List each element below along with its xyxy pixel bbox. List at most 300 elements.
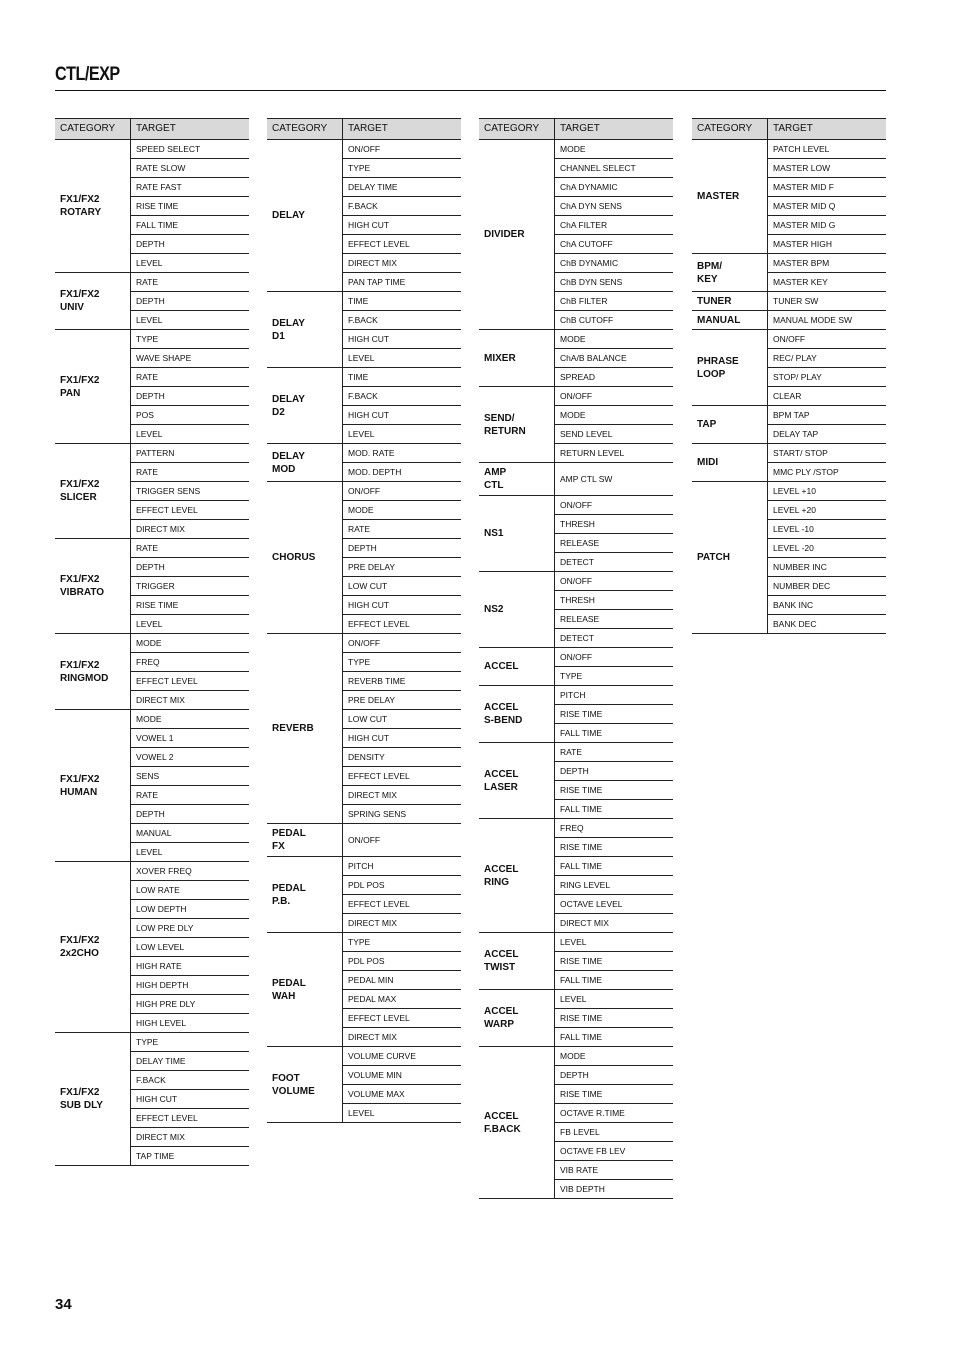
target-cell: DIRECT MIX bbox=[131, 1128, 249, 1147]
category-group bbox=[267, 140, 461, 292]
table-column-3 bbox=[479, 118, 673, 1199]
category-cell: ACCEL WARP bbox=[479, 990, 555, 1046]
target-list bbox=[768, 482, 886, 633]
category-cell: FX1/FX2 SUB DLY bbox=[55, 1033, 131, 1165]
target-cell: MASTER MID F bbox=[768, 178, 886, 197]
category-group bbox=[479, 387, 673, 463]
target-list bbox=[555, 990, 673, 1046]
target-cell: OCTAVE R.TIME bbox=[555, 1104, 673, 1123]
target-cell: RELEASE bbox=[555, 534, 673, 553]
target-cell: PITCH bbox=[343, 857, 461, 876]
target-cell: PATTERN bbox=[131, 444, 249, 463]
target-cell: TYPE bbox=[131, 330, 249, 349]
target-cell: DIRECT MIX bbox=[343, 254, 461, 273]
category-cell: FX1/FX2 HUMAN bbox=[55, 710, 131, 861]
category-cell: PEDAL FX bbox=[267, 824, 343, 856]
category-group bbox=[55, 330, 249, 444]
category-cell: ACCEL bbox=[479, 648, 555, 685]
category-cell: MIXER bbox=[479, 330, 555, 386]
category-group bbox=[479, 648, 673, 686]
target-cell: RING LEVEL bbox=[555, 876, 673, 895]
target-cell: LOW LEVEL bbox=[131, 938, 249, 957]
page-title: CTL/EXP bbox=[55, 64, 120, 85]
target-cell: LEVEL +10 bbox=[768, 482, 886, 501]
category-cell: ACCEL S-BEND bbox=[479, 686, 555, 742]
target-cell: VOLUME MAX bbox=[343, 1085, 461, 1104]
target-cell: EFFECT LEVEL bbox=[343, 1009, 461, 1028]
target-cell: RISE TIME bbox=[555, 781, 673, 800]
category-group bbox=[479, 1047, 673, 1199]
target-list bbox=[555, 648, 673, 685]
target-cell: TRIGGER SENS bbox=[131, 482, 249, 501]
target-cell: AMP CTL SW bbox=[560, 474, 613, 484]
category-cell: TUNER bbox=[692, 292, 768, 310]
target-list bbox=[131, 539, 249, 633]
target-cell: NUMBER INC bbox=[768, 558, 886, 577]
target-cell: EFFECT LEVEL bbox=[343, 235, 461, 254]
target-cell: BANK INC bbox=[768, 596, 886, 615]
target-list bbox=[555, 496, 673, 571]
target-cell: LOW PRE DLY bbox=[131, 919, 249, 938]
target-cell: LEVEL bbox=[348, 429, 375, 439]
target-cell: RATE SLOW bbox=[131, 159, 249, 178]
target-list bbox=[555, 387, 673, 462]
target-list bbox=[555, 1047, 673, 1198]
target-list bbox=[768, 311, 886, 329]
target-cell: HIGH CUT bbox=[343, 330, 461, 349]
category-group bbox=[267, 444, 461, 482]
header-target: TARGET bbox=[136, 123, 176, 134]
target-cell: ChA CUTOFF bbox=[555, 235, 673, 254]
target-cell: FALL TIME bbox=[560, 975, 603, 985]
target-cell: OCTAVE FB LEV bbox=[555, 1142, 673, 1161]
category-group bbox=[692, 292, 886, 311]
category-cell: PEDAL P.B. bbox=[267, 857, 343, 932]
target-cell: PAN TAP TIME bbox=[348, 277, 406, 287]
table-column-2 bbox=[267, 118, 461, 1123]
category-cell: FX1/FX2 UNIV bbox=[55, 273, 131, 329]
category-cell: FX1/FX2 2x2CHO bbox=[55, 862, 131, 1032]
target-cell: MMC PLY /STOP bbox=[773, 467, 839, 477]
target-cell: MODE bbox=[343, 501, 461, 520]
target-list bbox=[343, 368, 461, 443]
target-cell: DIRECT MIX bbox=[348, 918, 397, 928]
category-group bbox=[692, 444, 886, 482]
target-cell: LOW CUT bbox=[343, 710, 461, 729]
target-cell: LEVEL -20 bbox=[768, 539, 886, 558]
category-group bbox=[479, 572, 673, 648]
target-cell: FB LEVEL bbox=[555, 1123, 673, 1142]
category-group bbox=[267, 368, 461, 444]
target-cell: DELAY TIME bbox=[343, 178, 461, 197]
target-cell: RETURN LEVEL bbox=[560, 448, 625, 458]
category-cell: MANUAL bbox=[692, 311, 768, 329]
header-category: CATEGORY bbox=[692, 119, 768, 139]
category-group bbox=[692, 254, 886, 292]
target-cell: FALL TIME bbox=[560, 728, 603, 738]
target-cell: MODE bbox=[131, 634, 249, 653]
target-cell: SEND LEVEL bbox=[555, 425, 673, 444]
target-list bbox=[555, 572, 673, 647]
category-group bbox=[479, 686, 673, 743]
category-group bbox=[479, 743, 673, 819]
target-cell: F.BACK bbox=[343, 387, 461, 406]
target-list bbox=[343, 140, 461, 291]
target-cell: TIME bbox=[343, 292, 461, 311]
target-cell: MASTER MID G bbox=[768, 216, 886, 235]
table-header bbox=[479, 118, 673, 140]
target-cell: LEVEL bbox=[348, 353, 375, 363]
target-cell: NUMBER DEC bbox=[768, 577, 886, 596]
target-cell: DEPTH bbox=[131, 805, 249, 824]
target-cell: LEVEL -10 bbox=[768, 520, 886, 539]
target-list bbox=[768, 254, 886, 291]
target-cell: FALL TIME bbox=[555, 857, 673, 876]
category-cell: DELAY D2 bbox=[267, 368, 343, 443]
target-cell: REC/ PLAY bbox=[768, 349, 886, 368]
target-cell: TAP TIME bbox=[136, 1151, 175, 1161]
target-cell: PATCH LEVEL bbox=[768, 140, 886, 159]
target-cell: PDL POS bbox=[343, 952, 461, 971]
target-cell: RISE TIME bbox=[131, 197, 249, 216]
target-list bbox=[131, 710, 249, 861]
page-number: 34 bbox=[55, 1296, 72, 1313]
target-cell: MASTER BPM bbox=[768, 254, 886, 273]
target-cell: CHANNEL SELECT bbox=[555, 159, 673, 178]
target-list bbox=[343, 482, 461, 633]
target-cell: SPEED SELECT bbox=[131, 140, 249, 159]
target-cell: TYPE bbox=[343, 653, 461, 672]
target-list bbox=[343, 1047, 461, 1122]
target-cell: DEPTH bbox=[131, 235, 249, 254]
target-list bbox=[768, 292, 886, 310]
target-cell: SENS bbox=[131, 767, 249, 786]
category-cell: ACCEL LASER bbox=[479, 743, 555, 818]
target-cell: TYPE bbox=[343, 159, 461, 178]
target-cell: MASTER MID Q bbox=[768, 197, 886, 216]
target-list bbox=[555, 933, 673, 989]
target-cell: HIGH CUT bbox=[343, 406, 461, 425]
target-cell: HIGH RATE bbox=[131, 957, 249, 976]
target-cell: RATE bbox=[555, 743, 673, 762]
target-list bbox=[555, 140, 673, 329]
target-cell: ChB DYNAMIC bbox=[555, 254, 673, 273]
table-header bbox=[267, 118, 461, 140]
title-rule bbox=[55, 90, 886, 91]
target-cell: MASTER LOW bbox=[768, 159, 886, 178]
target-cell: TIME bbox=[343, 368, 461, 387]
target-list bbox=[343, 444, 461, 481]
category-group bbox=[55, 634, 249, 710]
target-cell: LEVEL bbox=[348, 1108, 375, 1118]
table-header bbox=[692, 118, 886, 140]
category-group bbox=[267, 933, 461, 1047]
category-group bbox=[692, 330, 886, 406]
target-cell: EFFECT LEVEL bbox=[348, 619, 410, 629]
target-cell: MOD. DEPTH bbox=[348, 467, 402, 477]
target-cell: LEVEL +20 bbox=[768, 501, 886, 520]
category-group bbox=[55, 140, 249, 273]
target-cell: PEDAL MIN bbox=[343, 971, 461, 990]
target-cell: MODE bbox=[555, 140, 673, 159]
target-cell: LOW CUT bbox=[343, 577, 461, 596]
target-cell: CLEAR bbox=[773, 391, 802, 401]
category-cell: MIDI bbox=[692, 444, 768, 481]
category-group bbox=[692, 311, 886, 330]
target-cell: HIGH CUT bbox=[343, 729, 461, 748]
target-list bbox=[343, 634, 461, 823]
target-cell: EFFECT LEVEL bbox=[131, 501, 249, 520]
category-cell: SEND/ RETURN bbox=[479, 387, 555, 462]
target-cell: FREQ bbox=[131, 653, 249, 672]
header-target: TARGET bbox=[560, 123, 600, 134]
target-cell: PDL POS bbox=[343, 876, 461, 895]
target-cell: MODE bbox=[131, 710, 249, 729]
category-cell: FX1/FX2 ROTARY bbox=[55, 140, 131, 272]
category-cell: FX1/FX2 RINGMOD bbox=[55, 634, 131, 709]
target-cell: DEPTH bbox=[555, 762, 673, 781]
target-cell: ON/OFF bbox=[555, 496, 673, 515]
category-group bbox=[479, 140, 673, 330]
target-cell: FALL TIME bbox=[131, 216, 249, 235]
target-list bbox=[131, 862, 249, 1032]
target-cell: ChB DYN SENS bbox=[555, 273, 673, 292]
target-cell: TUNER SW bbox=[773, 296, 819, 306]
target-list bbox=[131, 1033, 249, 1165]
target-cell: RATE bbox=[131, 273, 249, 292]
target-cell: LEVEL bbox=[136, 315, 163, 325]
target-cell: LEVEL bbox=[136, 619, 163, 629]
target-cell: XOVER FREQ bbox=[131, 862, 249, 881]
target-cell: F.BACK bbox=[343, 197, 461, 216]
target-list bbox=[343, 292, 461, 367]
table-header bbox=[55, 118, 249, 140]
target-cell: DIRECT MIX bbox=[348, 1032, 397, 1042]
category-group bbox=[692, 406, 886, 444]
target-cell: PEDAL MAX bbox=[343, 990, 461, 1009]
target-cell: LEVEL bbox=[555, 990, 673, 1009]
target-cell: RISE TIME bbox=[555, 1009, 673, 1028]
target-cell: DIRECT MIX bbox=[343, 786, 461, 805]
target-cell: EFFECT LEVEL bbox=[343, 767, 461, 786]
target-cell: DIRECT MIX bbox=[136, 524, 185, 534]
target-cell: PRE DELAY bbox=[343, 691, 461, 710]
target-cell: ChB CUTOFF bbox=[560, 315, 614, 325]
target-cell: ON/OFF bbox=[343, 140, 461, 159]
target-cell: MASTER HIGH bbox=[773, 239, 833, 249]
target-cell: DIRECT MIX bbox=[560, 918, 609, 928]
target-cell: RATE bbox=[131, 463, 249, 482]
target-cell: ON/OFF bbox=[555, 387, 673, 406]
target-cell: DEPTH bbox=[131, 292, 249, 311]
target-cell: MODE bbox=[555, 1047, 673, 1066]
header-target: TARGET bbox=[773, 123, 813, 134]
table-column-4 bbox=[692, 118, 886, 634]
target-list bbox=[555, 330, 673, 386]
target-cell: RISE TIME bbox=[555, 952, 673, 971]
category-cell: DELAY D1 bbox=[267, 292, 343, 367]
target-cell: WAVE SHAPE bbox=[131, 349, 249, 368]
category-cell: DELAY MOD bbox=[267, 444, 343, 481]
category-cell: ACCEL RING bbox=[479, 819, 555, 932]
target-cell: ChA DYNAMIC bbox=[555, 178, 673, 197]
target-cell: ON/OFF bbox=[343, 634, 461, 653]
category-cell: FOOT VOLUME bbox=[267, 1047, 343, 1122]
category-cell: BPM/ KEY bbox=[692, 254, 768, 291]
target-list bbox=[555, 686, 673, 742]
category-group bbox=[55, 710, 249, 862]
target-cell: DEPTH bbox=[131, 558, 249, 577]
target-cell: DETECT bbox=[560, 633, 594, 643]
category-cell: REVERB bbox=[267, 634, 343, 823]
target-cell: RATE bbox=[131, 786, 249, 805]
category-cell: PATCH bbox=[692, 482, 768, 633]
target-list bbox=[343, 933, 461, 1046]
target-cell: VOWEL 2 bbox=[131, 748, 249, 767]
target-cell: RATE FAST bbox=[131, 178, 249, 197]
category-cell: AMP CTL bbox=[479, 463, 555, 495]
target-cell: RATE bbox=[343, 520, 461, 539]
target-cell: TRIGGER bbox=[131, 577, 249, 596]
category-cell: NS1 bbox=[479, 496, 555, 571]
target-cell: THRESH bbox=[555, 515, 673, 534]
target-cell: ChB FILTER bbox=[555, 292, 673, 311]
target-cell: LOW DEPTH bbox=[131, 900, 249, 919]
target-cell: MOD. RATE bbox=[343, 444, 461, 463]
category-group bbox=[267, 292, 461, 368]
target-cell: VOLUME MIN bbox=[343, 1066, 461, 1085]
target-cell: MODE bbox=[555, 330, 673, 349]
target-list bbox=[555, 463, 673, 495]
target-cell: LOW RATE bbox=[131, 881, 249, 900]
target-list bbox=[555, 743, 673, 818]
target-cell: RATE bbox=[131, 539, 249, 558]
target-cell: MANUAL MODE SW bbox=[773, 315, 853, 325]
target-cell: STOP/ PLAY bbox=[768, 368, 886, 387]
target-cell: HIGH PRE DLY bbox=[131, 995, 249, 1014]
target-cell: BANK DEC bbox=[773, 619, 817, 629]
category-cell: MASTER bbox=[692, 140, 768, 253]
target-cell: RELEASE bbox=[555, 610, 673, 629]
category-cell: FX1/FX2 VIBRATO bbox=[55, 539, 131, 633]
category-group bbox=[479, 990, 673, 1047]
header-category: CATEGORY bbox=[479, 119, 555, 139]
category-group bbox=[55, 539, 249, 634]
target-cell: F.BACK bbox=[343, 311, 461, 330]
category-cell: ACCEL TWIST bbox=[479, 933, 555, 989]
target-cell: DELAY TAP bbox=[773, 429, 819, 439]
target-cell: LEVEL bbox=[555, 933, 673, 952]
target-cell: DEPTH bbox=[343, 539, 461, 558]
target-list bbox=[131, 273, 249, 329]
target-cell: OCTAVE LEVEL bbox=[555, 895, 673, 914]
target-cell: SPRING SENS bbox=[348, 809, 407, 819]
table-column-1 bbox=[55, 118, 249, 1166]
category-cell: PHRASE LOOP bbox=[692, 330, 768, 405]
category-group bbox=[267, 824, 461, 857]
target-cell: BPM TAP bbox=[768, 406, 886, 425]
target-cell: DENSITY bbox=[343, 748, 461, 767]
target-cell: ON/OFF bbox=[555, 572, 673, 591]
target-cell: DETECT bbox=[560, 557, 594, 567]
target-list bbox=[768, 140, 886, 253]
target-list bbox=[555, 819, 673, 932]
target-list bbox=[131, 634, 249, 709]
target-cell: HIGH CUT bbox=[131, 1090, 249, 1109]
target-list bbox=[768, 406, 886, 443]
category-group bbox=[692, 482, 886, 634]
category-group bbox=[55, 862, 249, 1033]
header-target: TARGET bbox=[348, 123, 388, 134]
target-cell: DELAY TIME bbox=[131, 1052, 249, 1071]
target-cell: HIGH CUT bbox=[343, 216, 461, 235]
target-cell: EFFECT LEVEL bbox=[343, 895, 461, 914]
target-cell: TYPE bbox=[343, 933, 461, 952]
target-cell: HIGH CUT bbox=[343, 596, 461, 615]
category-group bbox=[479, 463, 673, 496]
target-cell: VIB DEPTH bbox=[560, 1184, 605, 1194]
target-cell: EFFECT LEVEL bbox=[131, 1109, 249, 1128]
target-cell: ON/OFF bbox=[348, 835, 381, 845]
target-cell: F.BACK bbox=[131, 1071, 249, 1090]
target-cell: VOWEL 1 bbox=[131, 729, 249, 748]
category-group bbox=[267, 482, 461, 634]
target-cell: SPREAD bbox=[560, 372, 595, 382]
target-cell: RATE bbox=[131, 368, 249, 387]
category-group bbox=[55, 444, 249, 539]
category-group bbox=[267, 634, 461, 824]
target-cell: ChA DYN SENS bbox=[555, 197, 673, 216]
target-cell: TYPE bbox=[131, 1033, 249, 1052]
target-cell: FREQ bbox=[555, 819, 673, 838]
header-category: CATEGORY bbox=[55, 119, 131, 139]
category-cell: DELAY bbox=[267, 140, 343, 291]
target-cell: FALL TIME bbox=[560, 1032, 603, 1042]
target-cell: FALL TIME bbox=[560, 804, 603, 814]
target-list bbox=[768, 330, 886, 405]
category-group bbox=[479, 330, 673, 387]
target-cell: HIGH LEVEL bbox=[136, 1018, 187, 1028]
target-cell: THRESH bbox=[555, 591, 673, 610]
target-cell: PRE DELAY bbox=[343, 558, 461, 577]
category-group bbox=[479, 819, 673, 933]
category-cell: CHORUS bbox=[267, 482, 343, 633]
target-cell: MODE bbox=[555, 406, 673, 425]
category-group bbox=[55, 1033, 249, 1166]
target-cell: DEPTH bbox=[555, 1066, 673, 1085]
category-group bbox=[55, 273, 249, 330]
target-cell: REVERB TIME bbox=[343, 672, 461, 691]
target-cell: ON/OFF bbox=[343, 482, 461, 501]
target-cell: RISE TIME bbox=[555, 1085, 673, 1104]
target-cell: MANUAL bbox=[131, 824, 249, 843]
target-list bbox=[131, 330, 249, 443]
category-cell: FX1/FX2 SLICER bbox=[55, 444, 131, 538]
category-group bbox=[692, 140, 886, 254]
category-group bbox=[479, 496, 673, 572]
target-list bbox=[131, 140, 249, 272]
target-cell: LEVEL bbox=[136, 847, 163, 857]
category-cell: FX1/FX2 PAN bbox=[55, 330, 131, 443]
target-cell: DIRECT MIX bbox=[136, 695, 185, 705]
category-cell: PEDAL WAH bbox=[267, 933, 343, 1046]
target-list bbox=[131, 444, 249, 538]
target-cell: LEVEL bbox=[136, 258, 163, 268]
target-cell: VOLUME CURVE bbox=[343, 1047, 461, 1066]
target-cell: LEVEL bbox=[136, 429, 163, 439]
target-list bbox=[343, 857, 461, 932]
target-list bbox=[343, 824, 461, 856]
